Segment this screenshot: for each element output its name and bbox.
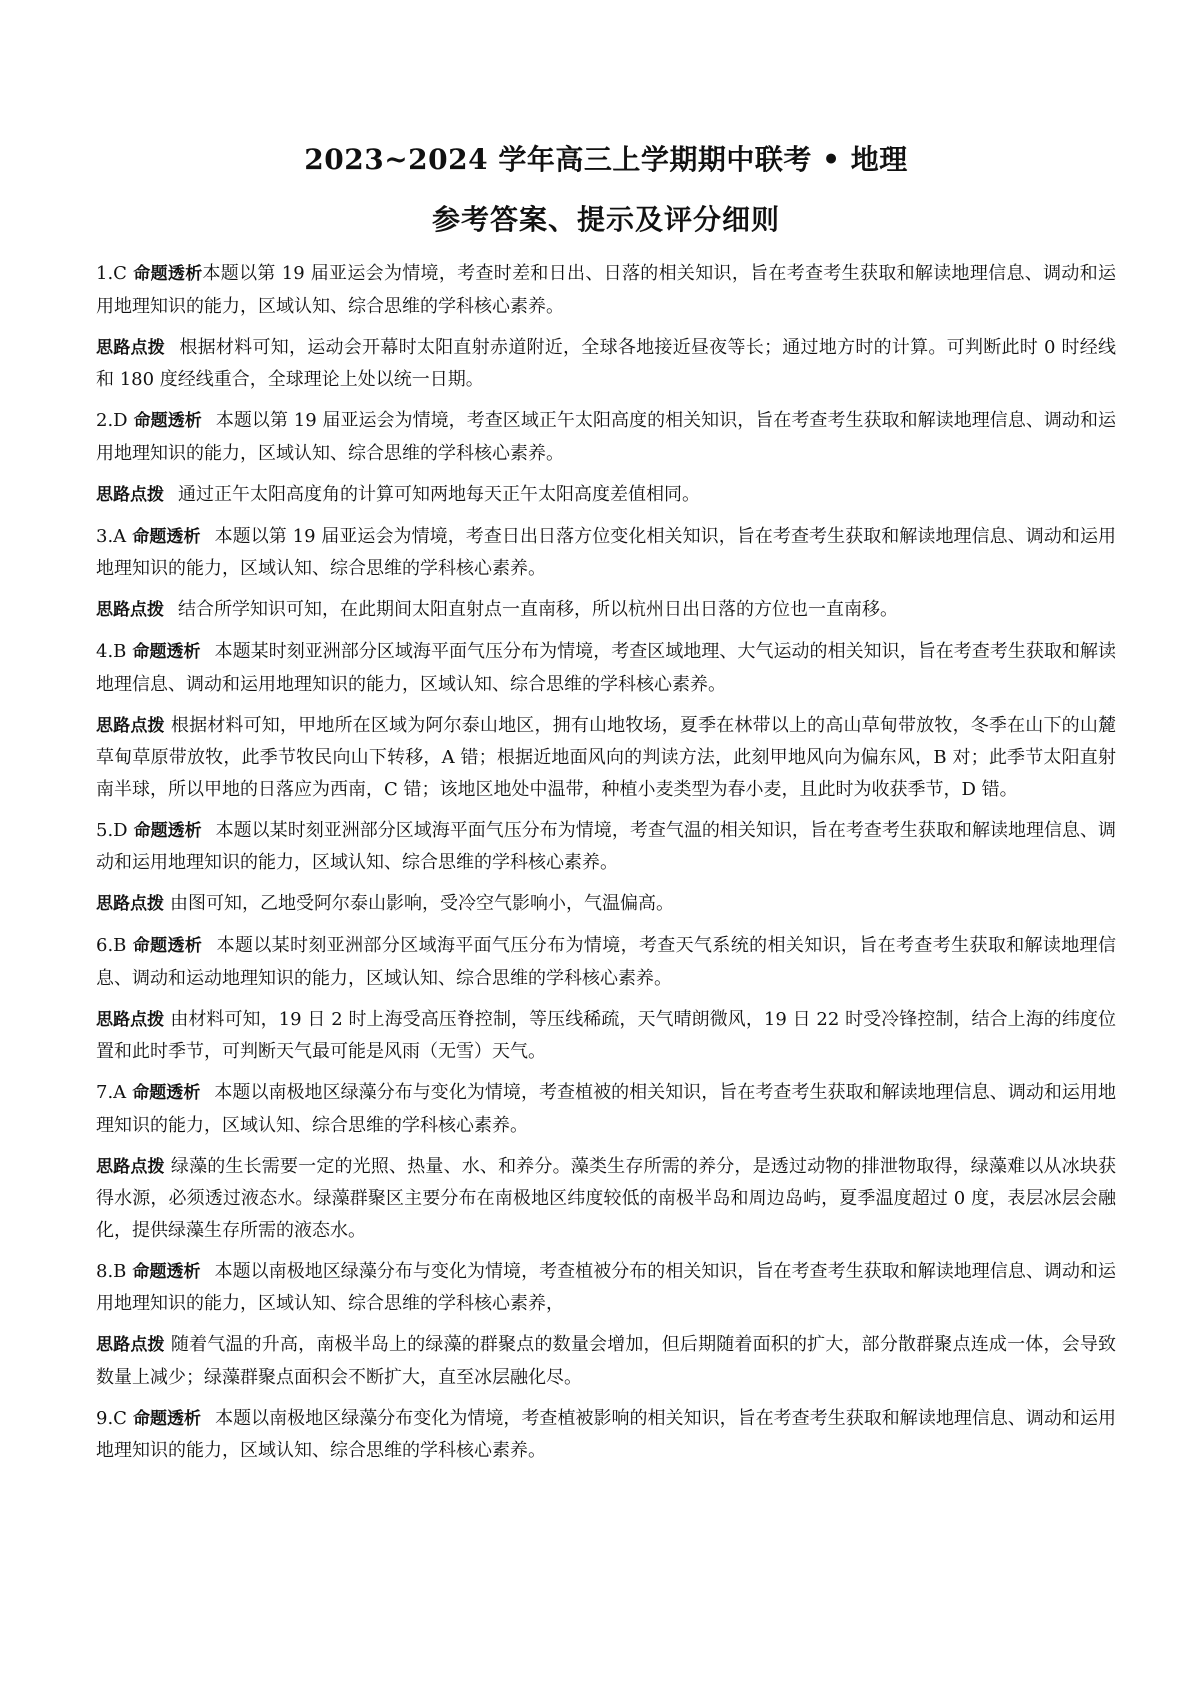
hint-label: 思路点拨 <box>96 1009 165 1030</box>
intent-paragraph <box>96 815 1116 879</box>
hint-text: 绿藻的生长需要一定的光照、热量、水、和养分。藻类生存所需的养分，是透过动物的排泄物取得，绿藻难以从冰块获得水源，必须透过液态水。绿藻群聚区主要分布在南极地区纬度较低的南极半岛和周边岛屿，夏季温度超过 0 度，表层冰层会融化，提供绿藻生存所需的液态水。 <box>96 1155 1116 1241</box>
intent-text: 本题以第 19 届亚运会为情境，考查区域正午太阳高度的相关知识，旨在考查考生获取和解读地理信息、调动和运用地理知识的能力，区域认知、综合思维的学科核心素养。 <box>96 410 1117 464</box>
answer-item <box>96 405 1116 511</box>
hint-label: 思路点拨 <box>96 1156 165 1177</box>
hint-label: 思路点拨 <box>96 715 165 736</box>
hint-label: 思路点拨 <box>96 337 166 358</box>
document-title: 2023~2024 学年高三上学期期中联考 • 地理 <box>304 143 908 176</box>
intent-label: 命题透析 <box>132 642 201 662</box>
intent-text: 本题以南极地区绿藻分布与变化为情境，考查植被的相关知识，旨在考查考生获取和解读地理信息、调动和运用地理知识的能力，区域认知、综合思维的学科核心素养。 <box>96 1082 1117 1136</box>
hint-label: 思路点拨 <box>96 484 164 505</box>
intent-text: 本题以某时刻亚洲部分区域海平面气压分布为情境，考查天气系统的相关知识，旨在考查考生获取和解读地理信息、调动和运动地理知识的能力，区域认知、综合思维的学科核心素养。 <box>96 935 1117 989</box>
hint-text: 结合所学知识可知，在此期间太阳直射点一直南移，所以杭州日出日落的方位也一直南移。 <box>178 599 898 620</box>
answer-number: 2.D <box>96 410 128 431</box>
intent-paragraph <box>96 636 1116 700</box>
intent-text: 本题以某时刻亚洲部分区域海平面气压分布为情境，考查气温的相关知识，旨在考查考生获取和解读地理信息、调动和运用地理知识的能力，区域认知、综合思维的学科核心素养。 <box>96 819 1117 873</box>
hint-paragraph <box>96 1151 1116 1247</box>
hint-paragraph <box>96 594 1116 627</box>
intent-text: 本题以南极地区绿藻分布与变化为情境，考查植被分布的相关知识，旨在考查考生获取和解读地理信息、调动和运用地理知识的能力，区域认知、综合思维的学科核心素养， <box>96 1260 1117 1314</box>
intent-text: 本题以南极地区绿藻分布变化为情境，考查植被影响的相关知识，旨在考查考生获取和解读地理信息、调动和运用地理知识的能力，区域认知、综合思维的学科核心素养。 <box>96 1407 1117 1461</box>
hint-paragraph <box>96 1329 1116 1393</box>
answer-number: 1.C <box>96 263 127 284</box>
answer-item <box>96 521 1116 627</box>
intent-paragraph <box>96 1403 1116 1467</box>
answer-number: 8.B <box>96 1260 127 1282</box>
intent-label: 命题透析 <box>132 936 203 956</box>
intent-label: 命题透析 <box>133 820 202 841</box>
answer-item <box>96 258 1116 396</box>
hint-label: 思路点拨 <box>96 600 164 620</box>
intent-paragraph <box>96 1256 1116 1320</box>
intent-label: 命题透析 <box>133 411 202 431</box>
hint-text: 根据材料可知，甲地所在区域为阿尔泰山地区，拥有山地牧场，夏季在林带以上的高山草甸带放牧，冬季在山下的山麓草甸草原带放牧，此季节牧民向山下转移，A 错；根据近地面风向的判读方法，此刻甲地风向为偏东风，B 对；此季节太阳直射南半球，所以甲地的日落应为西南，C 错；该地区地处中温带，种植小麦类型为春小麦，且此时为收获季节，D 错。 <box>96 714 1116 800</box>
answers-list <box>96 258 1116 1467</box>
answer-number: 5.D <box>96 819 128 841</box>
answer-item <box>96 1256 1116 1394</box>
hint-paragraph <box>96 888 1116 921</box>
intent-paragraph <box>96 521 1116 585</box>
intent-paragraph <box>96 258 1116 322</box>
hint-paragraph <box>96 1004 1116 1068</box>
document-subtitle: 参考答案、提示及评分细则 <box>431 203 780 236</box>
answer-number: 3.A <box>96 525 127 547</box>
intent-text: 本题某时刻亚洲部分区域海平面气压分布为情境，考查区域地理、大气运动的相关知识，旨在考查考生获取和解读地理信息、调动和运用地理知识的能力，区域认知、综合思维的学科核心素养。 <box>96 641 1117 695</box>
answer-item <box>96 1403 1116 1467</box>
intent-text: 本题以第 19 届亚运会为情境，考查时差和日出、日落的相关知识，旨在考查考生获取和解读地理信息、调动和运用地理知识的能力，区域认知、综合思维的学科核心素养。 <box>96 263 1116 317</box>
intent-label: 命题透析 <box>132 1083 201 1103</box>
intent-label: 命题透析 <box>132 526 201 547</box>
answer-item <box>96 636 1116 805</box>
intent-label: 命题透析 <box>132 1408 202 1429</box>
hint-text: 通过正午太阳高度角的计算可知两地每天正午太阳高度差值相同。 <box>178 483 700 505</box>
answer-number: 6.B <box>96 935 127 956</box>
hint-text: 由材料可知，19 日 2 时上海受高压脊控制，等压线稀疏，天气晴朗微风，19 日 22 时受冷锋控制，结合上海的纬度位置和此时季节，可判断天气最可能是风雨（无雪）天气。 <box>96 1008 1116 1062</box>
intent-label: 命题透析 <box>132 264 203 284</box>
hint-paragraph <box>96 332 1116 396</box>
hint-label: 思路点拨 <box>96 1335 165 1355</box>
intent-paragraph <box>96 930 1116 994</box>
intent-paragraph <box>96 405 1116 469</box>
hint-text: 根据材料可知，运动会开幕时太阳直射赤道附近，全球各地接近昼夜等长；通过地方时的计算。可判断此时 0 时经线和 180 度经线重合，全球理论上处以统一日期。 <box>96 336 1117 390</box>
intent-text: 本题以第 19 届亚运会为情境，考查日出日落方位变化相关知识，旨在考查考生获取和解读地理信息、调动和运用地理知识的能力，区域认知、综合思维的学科核心素养。 <box>96 525 1117 579</box>
answer-number: 4.B <box>96 641 127 662</box>
answer-item <box>96 815 1116 921</box>
answer-item <box>96 1077 1116 1246</box>
hint-text: 由图可知，乙地受阿尔泰山影响，受冷空气影响小，气温偏高。 <box>170 893 674 914</box>
intent-paragraph <box>96 1077 1116 1141</box>
hint-paragraph <box>96 710 1116 806</box>
hint-label: 思路点拨 <box>96 894 164 914</box>
answer-number: 7.A <box>96 1082 127 1103</box>
answer-number: 9.C <box>96 1407 127 1429</box>
intent-label: 命题透析 <box>132 1261 201 1282</box>
hint-paragraph <box>96 479 1116 512</box>
answer-item <box>96 930 1116 1068</box>
hint-text: 随着气温的升高，南极半岛上的绿藻的群聚点的数量会增加，但后期随着面积的扩大，部分散群聚点连成一体，会导致数量上减少；绿藻群聚点面积会不断扩大，直至冰层融化尽。 <box>96 1334 1116 1388</box>
